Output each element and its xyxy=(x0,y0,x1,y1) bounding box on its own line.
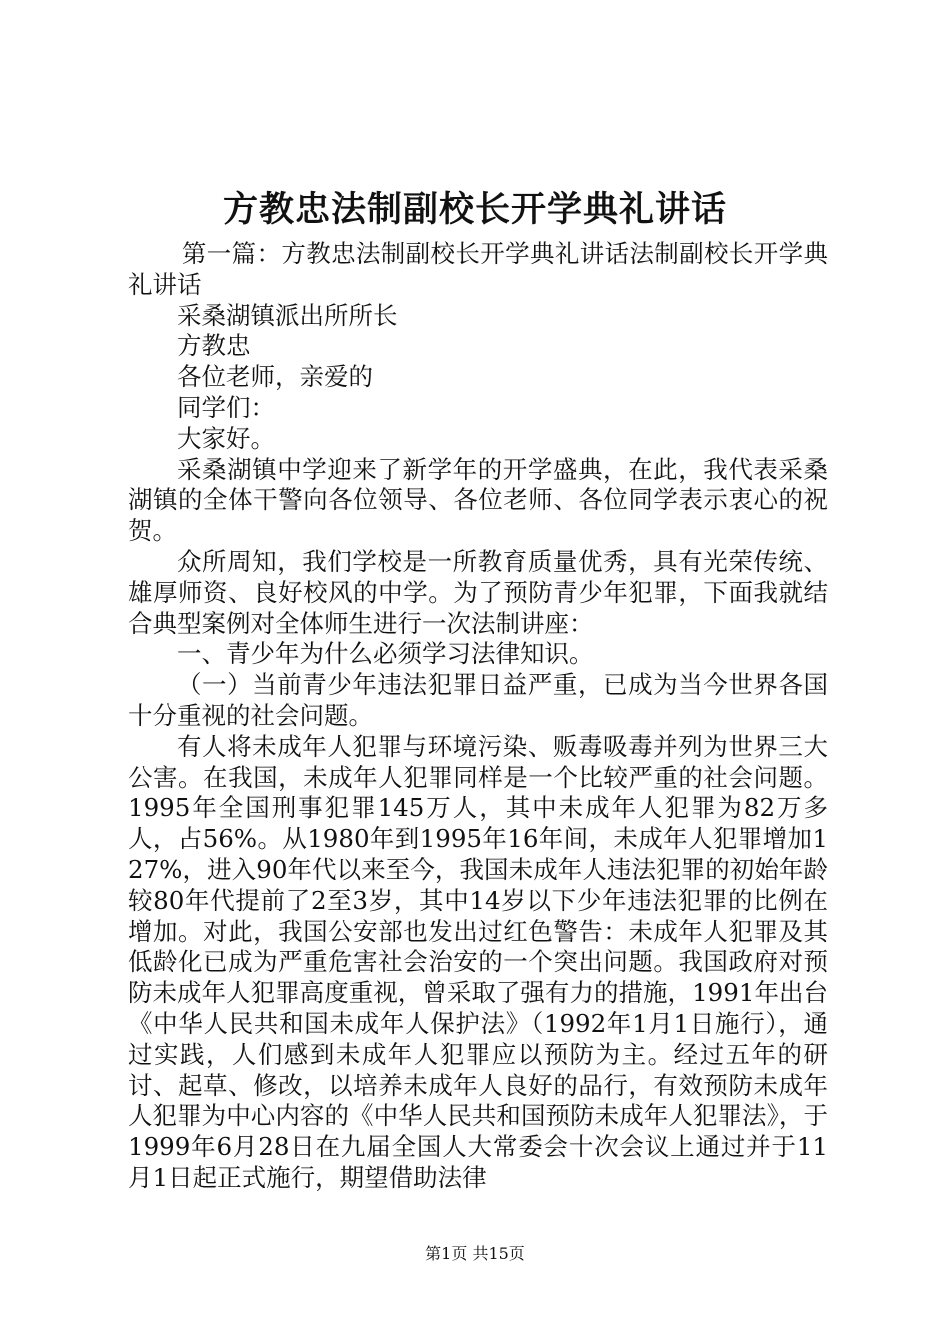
paragraph-speaker-name: 方教忠 xyxy=(177,331,251,361)
paragraph-greeting-3: 大家好。 xyxy=(177,423,275,453)
page-footer: 第1页 共15页 xyxy=(425,1244,525,1263)
paragraph-greeting-1: 各位老师，亲爱的 xyxy=(177,362,373,392)
paragraph-main-text: 有人将未成年人犯罪与环境污染、贩毒吸毒并列为世界三大公害。在我国，未成年人犯罪同样是一个比较严重的社会问题。1995年全国刑事犯罪145万人，其中未成年人犯罪为82万多人，占56%。从1980年到1995年16年间，未成年人犯罪增加127%，进入90年代以来至今，我国未成年人违法犯罪的初始年龄较80年代提前了2至3岁，其中14岁以下少年违法犯罪的比例在增加。对此，我国公安部也发出过红色警告：未成年人犯罪及其低龄化已成为严重危害社会治安的一个突出问题。我国政府对预防未成年人犯罪高度重视，曾采取了强有力的措施，1991年出台《中华人民共和国未成年人保护法》（1992年1月1日施行），通过实践，人们感到未成年人犯罪应以预防为主。经过五年的研讨、起草、修改，以培养未成年人良好的品行，有效预防未成年人犯罪为中心内容的《中华人民共和国预防未成年人犯罪法》，于1999年6月28日在九届全国人大常委会十次会议上通过并于11月1日起正式施行，期望借助法律 xyxy=(128,731,828,1192)
paragraph-greeting-2: 同学们： xyxy=(177,392,275,422)
paragraph-section-one: 一、青少年为什么必须学习法律知识。 xyxy=(177,639,594,669)
paragraph-introduction: 众所周知，我们学校是一所教育质量优秀，具有光荣传统、雄厚师资、良好校风的中学。为了预防青少年犯罪，下面我就结合典型案例对全体师生进行一次法制讲座： xyxy=(128,546,828,638)
document-title: 方教忠法制副校长开学典礼讲话 xyxy=(222,189,727,230)
paragraph-heading: 第一篇：方教忠法制副校长开学典礼讲话法制副校长开学典礼讲话 xyxy=(128,239,828,299)
paragraph-speaker-title: 采桑湖镇派出所所长 xyxy=(177,300,398,330)
document-body xyxy=(128,239,828,1194)
paragraph-congratulations: 采桑湖镇中学迎来了新学年的开学盛典，在此，我代表采桑湖镇的全体干警向各位领导、各位老师、各位同学表示衷心的祝贺。 xyxy=(128,454,828,546)
paragraph-subsection-one: （一）当前青少年违法犯罪日益严重，已成为当今世界各国十分重视的社会问题。 xyxy=(128,670,828,730)
